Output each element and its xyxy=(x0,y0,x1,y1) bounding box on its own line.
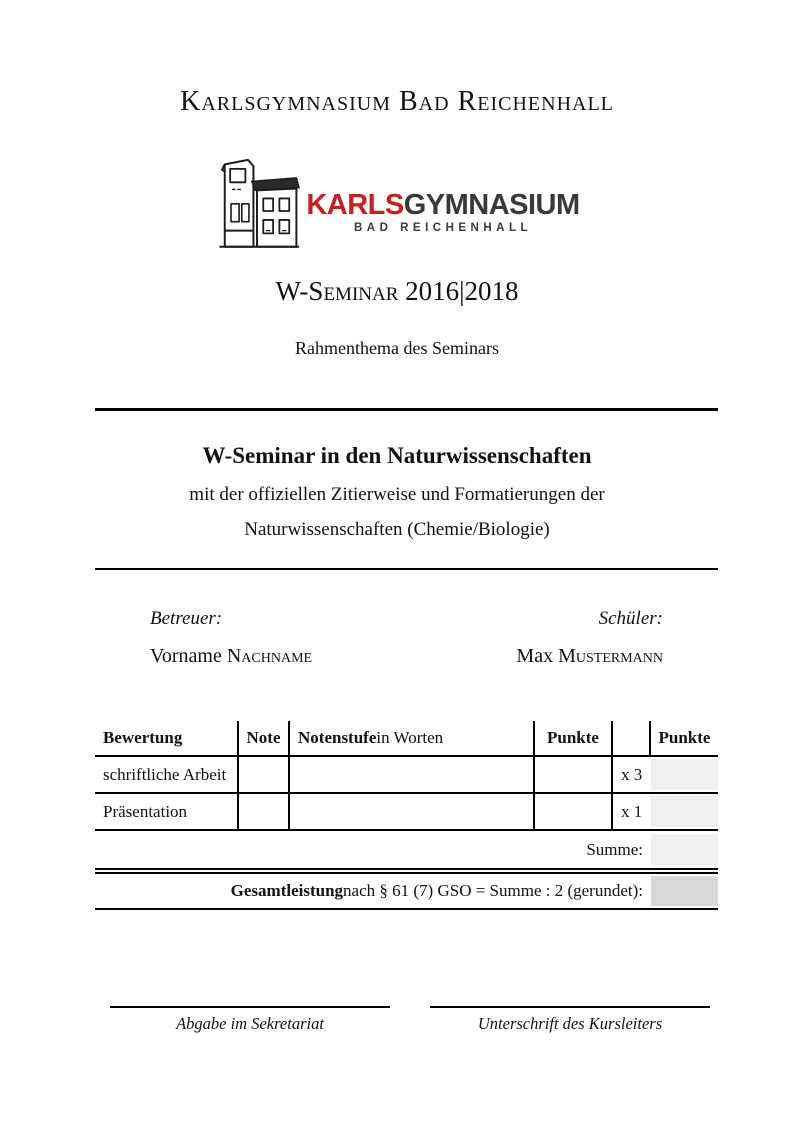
gesamtleistung-label-rest: nach § 61 (7) GSO = Summe : 2 (gerundet): xyxy=(343,881,643,900)
punkte-field-empty xyxy=(535,794,613,829)
gesamtleistung-points-field xyxy=(651,876,718,906)
divider-thick xyxy=(95,408,718,411)
header-bewertung: Bewertung xyxy=(95,721,239,755)
supervisor-first-name: Vorname xyxy=(150,645,227,667)
logo-brand-karls: KARLS xyxy=(306,188,404,221)
summe-points-cell xyxy=(651,831,718,868)
punkte-field-empty xyxy=(535,757,613,792)
school-logo xyxy=(0,148,794,256)
gesamtleistung-label-bold: Gesamtleistung xyxy=(230,881,344,900)
student-label: Schüler: xyxy=(598,608,663,629)
evaluation-table xyxy=(95,712,718,910)
student-first-name: Max xyxy=(516,645,559,667)
supervisor-block xyxy=(150,608,312,668)
notenstufe-field-empty xyxy=(290,794,535,829)
school-title: Karlsgymnasium Bad Reichenhall xyxy=(180,86,614,117)
logo-brand-text xyxy=(306,188,580,235)
logo-brand-gymnasium: GYMNASIUM xyxy=(403,188,580,221)
table-row-gesamtleistung xyxy=(95,874,718,910)
people-section xyxy=(150,608,663,668)
seminar-title: W-Seminar 2016|2018 xyxy=(275,276,519,306)
school-building-icon xyxy=(214,148,300,256)
table-row-summe xyxy=(95,831,718,868)
signature-line-abgabe: Abgabe im Sekretariat xyxy=(110,1006,390,1034)
header-note: Note xyxy=(239,721,290,755)
weighted-points-cell xyxy=(651,794,718,829)
student-block xyxy=(516,608,663,668)
header-notenstufe-rest: in Worten xyxy=(376,728,444,747)
header-punkte: Punkte xyxy=(535,721,613,755)
weighted-points-cell xyxy=(651,757,718,792)
weighted-points-field xyxy=(651,759,718,790)
factor-label: x 3 xyxy=(621,764,643,784)
supervisor-name xyxy=(150,645,312,668)
note-field-empty xyxy=(239,757,290,792)
supervisor-last-name: Nachname xyxy=(226,645,313,667)
seminar-subtitle: Rahmenthema des Seminars xyxy=(295,338,499,358)
gesamtleistung-label xyxy=(95,874,651,908)
factor-label: x 1 xyxy=(621,801,643,821)
gesamtleistung-points-cell xyxy=(651,874,718,908)
row-label: schriftliche Arbeit xyxy=(95,757,239,792)
signature-line-kursleiter: Unterschrift des Kursleiters xyxy=(430,1006,710,1034)
topic-title: W-Seminar in den Naturwissenschaften xyxy=(202,443,592,468)
topic-line3: Naturwissenschaften (Chemie/Biologie) xyxy=(244,519,550,540)
logo-subtitle: BAD REICHENHALL xyxy=(353,221,533,234)
table-row-praesentation xyxy=(95,794,718,831)
supervisor-label: Betreuer: xyxy=(150,608,223,629)
table-row-schriftliche-arbeit xyxy=(95,757,718,794)
notenstufe-field-empty xyxy=(290,757,535,792)
topic-line2: mit der offiziellen Zitierweise und Formatierungen der xyxy=(189,484,605,505)
summe-points-field xyxy=(651,834,718,865)
student-name xyxy=(516,645,663,668)
note-field-empty xyxy=(239,794,290,829)
signature-section xyxy=(110,1006,710,1034)
logo-wordmark xyxy=(306,188,580,257)
row-label: Präsentation xyxy=(95,794,239,829)
header-punkte-weighted: Punkte xyxy=(658,728,711,747)
summe-label: Summe: xyxy=(586,839,643,859)
header-notenstufe xyxy=(290,721,535,755)
header-notenstufe-bold: Notenstufe xyxy=(298,728,377,747)
weighted-points-field xyxy=(651,796,718,827)
header-factor-spacer xyxy=(613,721,651,755)
divider-thin xyxy=(95,568,718,570)
table-header-row xyxy=(95,712,718,757)
student-last-name: Mustermann xyxy=(558,645,663,667)
